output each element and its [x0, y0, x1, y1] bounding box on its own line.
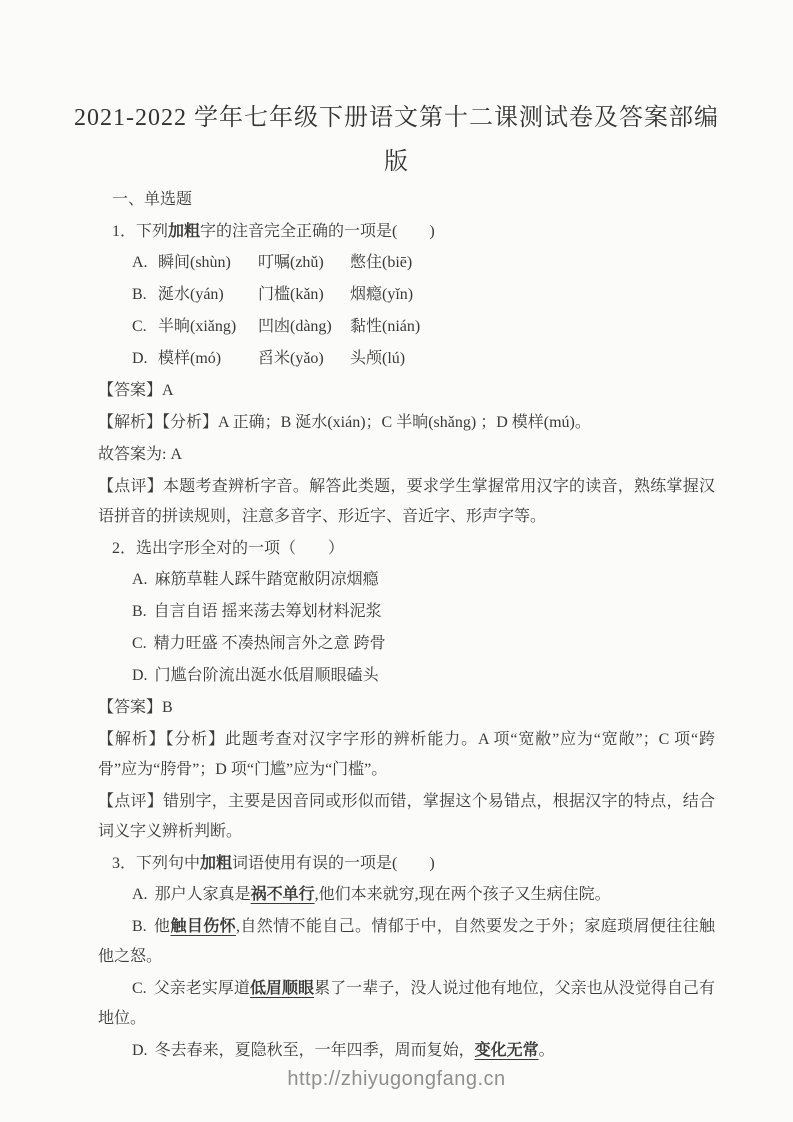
document-content [0, 184, 793, 1066]
watermark-url: http://zhiyugongfang.cn [287, 1068, 506, 1090]
option-label: D. [132, 350, 148, 367]
option-label: C. [132, 635, 147, 652]
option-text: 。 [538, 1042, 555, 1059]
stem-text: 选出字形全对的一项（ ） [136, 540, 345, 557]
option-text: ,他们本来就穷,现在两个孩子又生病住院。 [314, 886, 611, 903]
option-term: 半晌(xiǎng) [158, 318, 237, 335]
stem-text: 下列句中 [136, 855, 201, 872]
option-label: C. [132, 318, 147, 335]
question-3 [98, 849, 715, 1066]
question-2 [98, 534, 715, 847]
stem-text: 字的注音完全正确的一项是( ) [200, 223, 435, 240]
option-text: 门尴台阶流出涎水低眉顺眼磕头 [154, 667, 379, 684]
option-row [98, 344, 715, 374]
option-row [98, 629, 715, 659]
option-text: 累了一辈子，没人说过他有地位，父亲也从没觉得自己有地位。 [98, 980, 715, 1027]
option-row [98, 1036, 715, 1066]
option-term: 烟瘾(yǐn) [350, 286, 414, 303]
page-title [0, 0, 793, 184]
option-text: 精力旺盛 不凑热闹言外之意 跨骨 [153, 635, 386, 652]
option-label: B. [132, 286, 147, 303]
option-term: 头颅(lú) [350, 350, 406, 367]
option-row [98, 565, 715, 595]
option-term: 涎水(yán) [158, 286, 224, 303]
question-3-options [98, 880, 715, 1066]
option-label: B. [132, 603, 147, 620]
section-heading: 一、单选题 [112, 191, 193, 208]
underlined-phrase: 祸不单行 [250, 886, 315, 903]
page-title-line1: 2021-2022 学年七年级下册语文第十二课测试卷及答案部编 [74, 105, 719, 131]
stem-text: 词语使用有误的一项是( ) [232, 855, 435, 872]
option-row [98, 880, 715, 910]
option-text: 那户人家真是 [154, 886, 251, 903]
option-term: 叮嘱(zhǔ) [258, 254, 324, 271]
option-label: B. [132, 918, 147, 935]
question-2-options [98, 565, 715, 691]
option-label: A. [132, 886, 148, 903]
option-row [98, 661, 715, 691]
option-row [98, 912, 715, 972]
option-term: 瞬间(shùn) [158, 254, 231, 271]
option-text: 自言自语 摇来荡去筹划材料泥浆 [153, 603, 382, 620]
option-term: 凹凼(dàng) [258, 318, 332, 335]
analysis-line: 【解析】【分析】A 正确；B 涎水(xián)；C 半晌(shǎng) ；D 模样(mú)。 [98, 414, 591, 431]
option-text: 他 [153, 918, 171, 935]
option-text: 麻筋草鞋人踩牛踏宽敝阴凉烟瘾 [154, 571, 379, 588]
option-row [98, 597, 715, 627]
question-number: 1． [112, 223, 137, 240]
option-label: A. [132, 254, 148, 271]
question-1-options [98, 248, 715, 374]
option-term: 憋住(biē) [350, 254, 413, 271]
option-label: A. [132, 571, 148, 588]
option-row [98, 248, 715, 278]
option-text: ,自然情不能自己。情郁于中，自然要发之于外；家庭琐屑便往往触他之怒。 [98, 918, 715, 965]
conclusion-line: 故答案为: A [98, 446, 183, 463]
underlined-phrase: 低眉顺眼 [249, 980, 315, 997]
comment-line: 【点评】错别字，主要是因音同或形似而错，掌握这个易错点，根据汉字的特点，结合词义字义辨析判断。 [98, 793, 715, 840]
option-text: 父亲老实厚道 [153, 980, 250, 997]
option-label: D. [132, 667, 148, 684]
question-number: 2． [112, 540, 137, 557]
answer-line: 【答案】B [98, 699, 173, 716]
question-1-stem [98, 217, 715, 247]
option-term: 黏性(nián) [350, 318, 421, 335]
answer-line: 【答案】A [98, 382, 174, 399]
option-text: 冬去春来，夏隐秋至，一年四季，周而复始， [154, 1042, 475, 1059]
question-2-stem [98, 534, 715, 564]
question-1 [98, 217, 715, 532]
option-term: 模样(mó) [158, 350, 222, 367]
page-title-line2: 版 [384, 149, 409, 175]
option-row [98, 280, 715, 310]
stem-bold-text: 加粗 [200, 855, 233, 872]
stem-bold-text: 加粗 [168, 223, 201, 240]
question-number: 3． [112, 855, 137, 872]
stem-text: 下列 [136, 223, 169, 240]
option-label: C. [132, 980, 147, 997]
option-row [98, 312, 715, 342]
analysis-line: 【解析】【分析】此题考查对汉字字形的辨析能力。A 项“宽敝”应为“宽敞”；C 项“跨骨”应为“胯骨”；D 项“门尴”应为“门槛”。 [98, 731, 715, 778]
option-row [98, 974, 715, 1034]
option-label: D. [132, 1042, 148, 1059]
option-term: 门槛(kǎn) [258, 286, 324, 303]
underlined-phrase: 变化无常 [474, 1042, 539, 1059]
question-3-stem [98, 849, 715, 879]
underlined-phrase: 触目伤怀 [170, 918, 236, 935]
comment-line: 【点评】本题考查辨析字音。解答此类题，要求学生掌握常用汉字的读音，熟练掌握汉语拼音的拼读规则，注意多音字、形近字、音近字、形声字等。 [98, 478, 715, 525]
option-term: 舀米(yǎo) [258, 350, 324, 367]
